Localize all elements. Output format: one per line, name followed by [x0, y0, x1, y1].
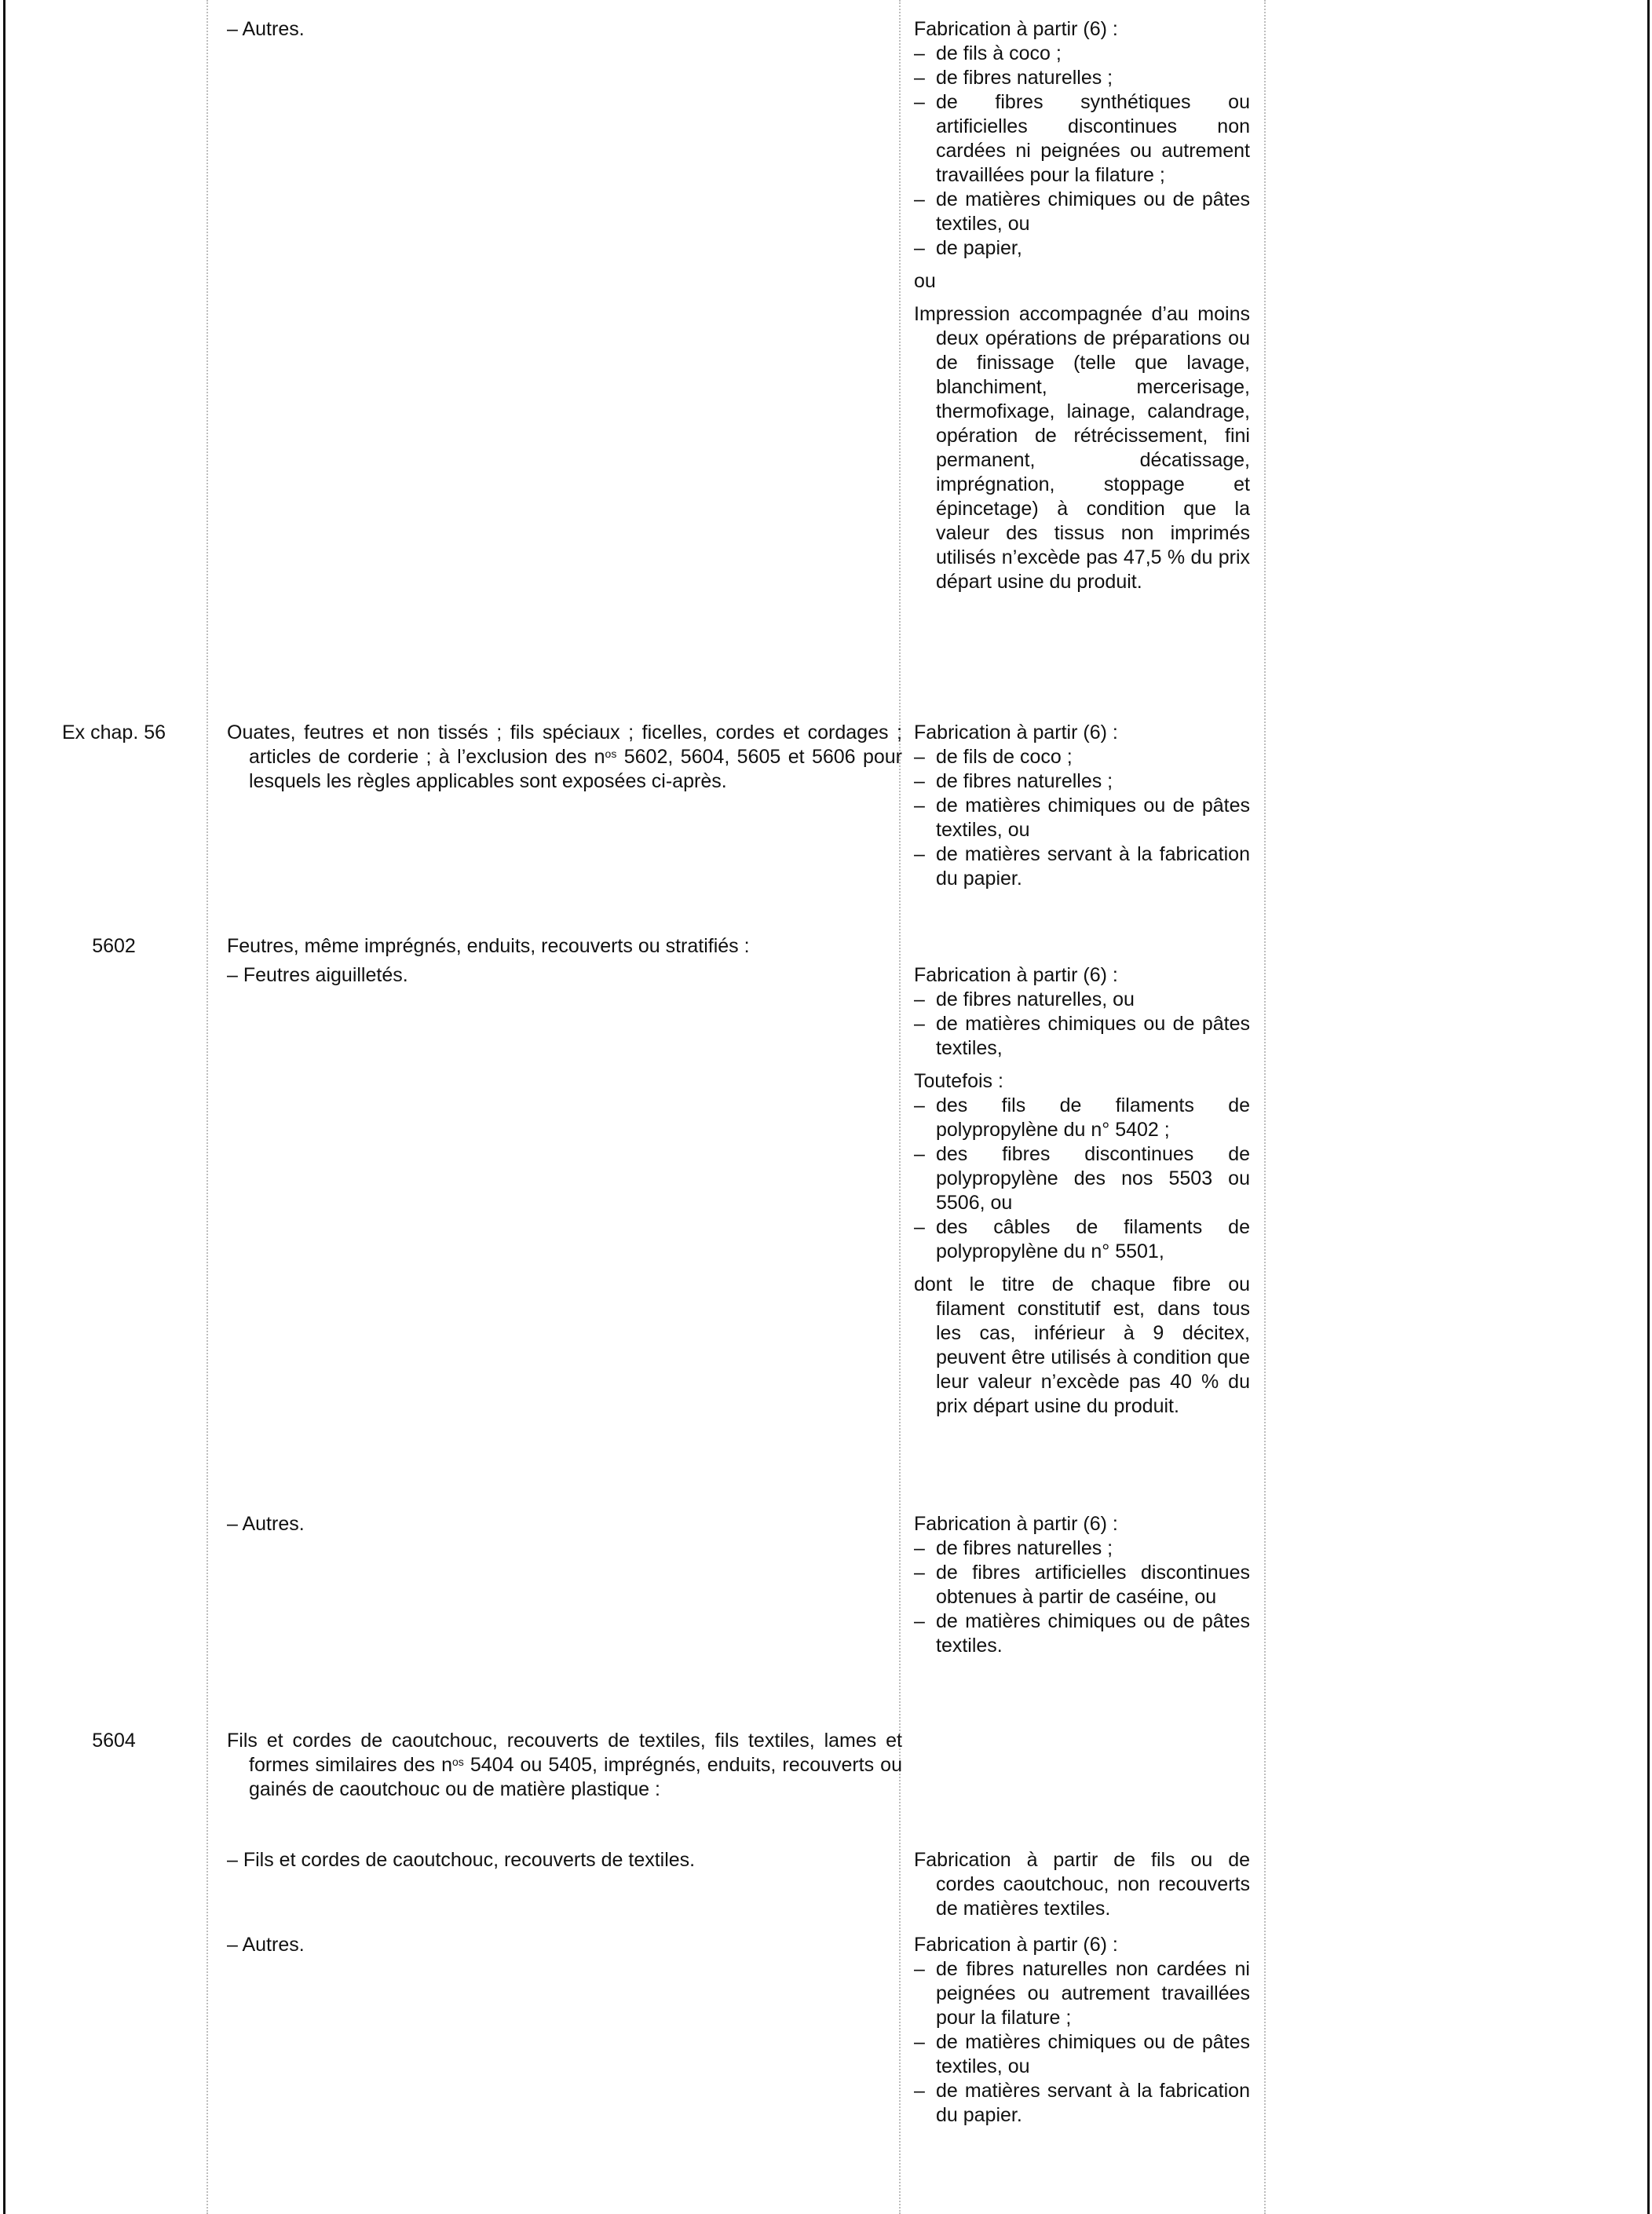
rule-list-item — [914, 1561, 1250, 1609]
row-description: Fils et cordes de caoutchouc, recouverts de textiles, fils textiles, lames et formes similaires des $n^{os}$ 5404 ou 5405, imprégnés, enduits, recouverts ou gainés de caoutchouc ou de matière plastique : — [227, 1730, 902, 1800]
row-rule — [914, 721, 1250, 891]
left-frame-line — [3, 0, 5, 2214]
row-rule — [914, 1848, 1250, 1921]
rule-paragraph — [914, 269, 1250, 294]
rule-list-item — [914, 1142, 1250, 1215]
rule-text: de matières servant à la fabrication du papier. — [936, 843, 1250, 890]
dash-bullet: – — [914, 42, 925, 64]
rule-list-item — [914, 1094, 1250, 1142]
rule-paragraph — [914, 1512, 1250, 1536]
dash-bullet: – — [914, 91, 925, 113]
row-description: Feutres, même imprégnés, enduits, recouverts ou stratifiés : — [227, 935, 750, 957]
rule-paragraph — [914, 302, 1250, 594]
row-code: 5602 — [92, 935, 136, 957]
rule-paragraph — [914, 1069, 1250, 1094]
dash-bullet: – — [914, 746, 925, 768]
rule-text: Toutefois : — [914, 1070, 1003, 1092]
rule-text: de fibres artificielles discontinues obtenues à partir de caséine, ou — [936, 1562, 1250, 1608]
row-description: – Fils et cordes de caoutchouc, recouverts de textiles. — [227, 1849, 696, 1871]
row-description: Ouates, feutres et non tissés ; fils spéciaux ; ficelles, cordes et cordages ; articles de corderie ; à l’exclusion des $n^{os}$ 5602, 5604, 5605 et 5606 pour lesquels les règles applicables sont exposées ci-après. — [227, 722, 903, 792]
rule-text: des fils de filaments de polypropylène du n° 5402 ; — [936, 1094, 1250, 1141]
rule-text: Impression accompagnée d’au moins deux opérations de préparations ou de finissage (telle que lavage, blanchiment, mercerisage, thermofixage, lainage, calandrage, opération de rétrécissement, fini permanent, décatissage, imprégnation, stoppage et épincetage) à condition que la valeur des tissus non imprimés utilisés n’excède pas 47,5 % du prix départ usine du produit. — [914, 303, 1250, 593]
dash-bullet: – — [914, 1958, 925, 1980]
rule-text: Fabrication à partir (6) : — [914, 18, 1118, 40]
rule-paragraph — [914, 721, 1250, 745]
row-description: – Feutres aiguilletés. — [227, 964, 408, 986]
dash-bullet: – — [914, 988, 925, 1010]
dash-bullet: – — [914, 1562, 925, 1584]
row-description: – Autres. — [227, 18, 305, 40]
rule-list-item — [914, 988, 1250, 1012]
row-rule — [914, 1933, 1250, 2128]
rule-text: ou — [914, 270, 936, 292]
rule-list-item — [914, 745, 1250, 769]
row-code: 5604 — [92, 1730, 136, 1752]
dash-bullet: – — [914, 1537, 925, 1559]
rule-text: de matières chimiques ou de pâtes textiles, ou — [936, 188, 1250, 235]
rule-text: Fabrication à partir de fils ou de cordes caoutchouc, non recouverts de matières textiles. — [914, 1849, 1250, 1920]
column-divider-rule — [1264, 0, 1266, 2214]
rule-list-item — [914, 794, 1250, 842]
rule-text: de fibres naturelles non cardées ni peignées ou autrement travaillées pour la filature ; — [936, 1958, 1250, 2029]
rule-list-item — [914, 2079, 1250, 2128]
dash-bullet: – — [914, 1013, 925, 1035]
rule-text: des fibres discontinues de polypropylène des nos 5503 ou 5506, ou — [936, 1143, 1250, 1214]
rule-text: de matières chimiques ou de pâtes textiles, ou — [936, 2031, 1250, 2077]
dash-bullet: – — [914, 188, 925, 210]
dash-bullet: – — [914, 1094, 925, 1116]
rule-text: des câbles de filaments de polypropylène du n° 5501, — [936, 1216, 1250, 1262]
rule-list-item — [914, 42, 1250, 66]
right-frame-line — [1647, 0, 1650, 2214]
rule-text: de fibres synthétiques ou artificielles discontinues non cardées ni peignées ou autrement travaillées pour la filature ; — [936, 91, 1250, 186]
dash-bullet: – — [914, 770, 925, 792]
column-divider-description — [899, 0, 901, 2214]
rule-text: Fabrication à partir (6) : — [914, 1513, 1118, 1535]
rule-list-item — [914, 236, 1250, 261]
rule-paragraph — [914, 963, 1250, 988]
rule-text: de matières chimiques ou de pâtes textiles, — [936, 1013, 1250, 1059]
rule-text: de papier, — [936, 237, 1022, 259]
rule-text: de matières chimiques ou de pâtes textiles, ou — [936, 795, 1250, 841]
row-rule — [914, 963, 1250, 1419]
rule-text: dont le titre de chaque fibre ou filament constitutif est, dans tous les cas, inférieur à 9 décitex, peuvent être utilisés à condition que leur valeur n’excède pas 40 % du prix départ usine du produit. — [914, 1273, 1250, 1417]
rule-text: de fibres naturelles, ou — [936, 988, 1135, 1010]
row-rule — [914, 17, 1250, 594]
rule-paragraph — [914, 1933, 1250, 1957]
rule-text: de fibres naturelles ; — [936, 1537, 1113, 1559]
row-description: – Autres. — [227, 1934, 305, 1956]
row-description: – Autres. — [227, 1513, 305, 1535]
rule-text: de fibres naturelles ; — [936, 67, 1113, 89]
rule-list-item — [914, 2030, 1250, 2079]
dash-bullet: – — [914, 67, 925, 89]
rule-paragraph — [914, 17, 1250, 42]
rule-list-item — [914, 769, 1250, 794]
row-code: Ex chap. 56 — [61, 722, 166, 743]
rule-paragraph — [914, 1848, 1250, 1921]
dash-bullet: – — [914, 843, 925, 865]
dash-bullet: – — [914, 2031, 925, 2053]
rule-text: Fabrication à partir (6) : — [914, 722, 1118, 743]
rule-text: de matières chimiques ou de pâtes textiles. — [936, 1610, 1250, 1657]
dash-bullet: – — [914, 1610, 925, 1632]
dash-bullet: – — [914, 795, 925, 817]
rule-list-item — [914, 1215, 1250, 1264]
row-rule — [914, 1512, 1250, 1658]
dash-bullet: – — [914, 1216, 925, 1238]
rule-list-item — [914, 90, 1250, 188]
rule-list-item — [914, 188, 1250, 236]
dash-bullet: – — [914, 1143, 925, 1165]
rule-list-item — [914, 1012, 1250, 1061]
dash-bullet: – — [914, 2080, 925, 2102]
rule-text: Fabrication à partir (6) : — [914, 1934, 1118, 1956]
rule-text: de matières servant à la fabrication du papier. — [936, 2080, 1250, 2126]
rule-list-item — [914, 1536, 1250, 1561]
rule-paragraph — [914, 1273, 1250, 1419]
column-divider-code — [206, 0, 208, 2214]
rule-text: de fils à coco ; — [936, 42, 1062, 64]
rule-list-item — [914, 1957, 1250, 2030]
rule-text: Fabrication à partir (6) : — [914, 964, 1118, 986]
rule-list-item — [914, 66, 1250, 90]
rule-text: de fils de coco ; — [936, 746, 1073, 768]
rule-text: de fibres naturelles ; — [936, 770, 1113, 792]
rule-list-item — [914, 1609, 1250, 1658]
dash-bullet: – — [914, 237, 925, 259]
rule-list-item — [914, 842, 1250, 891]
